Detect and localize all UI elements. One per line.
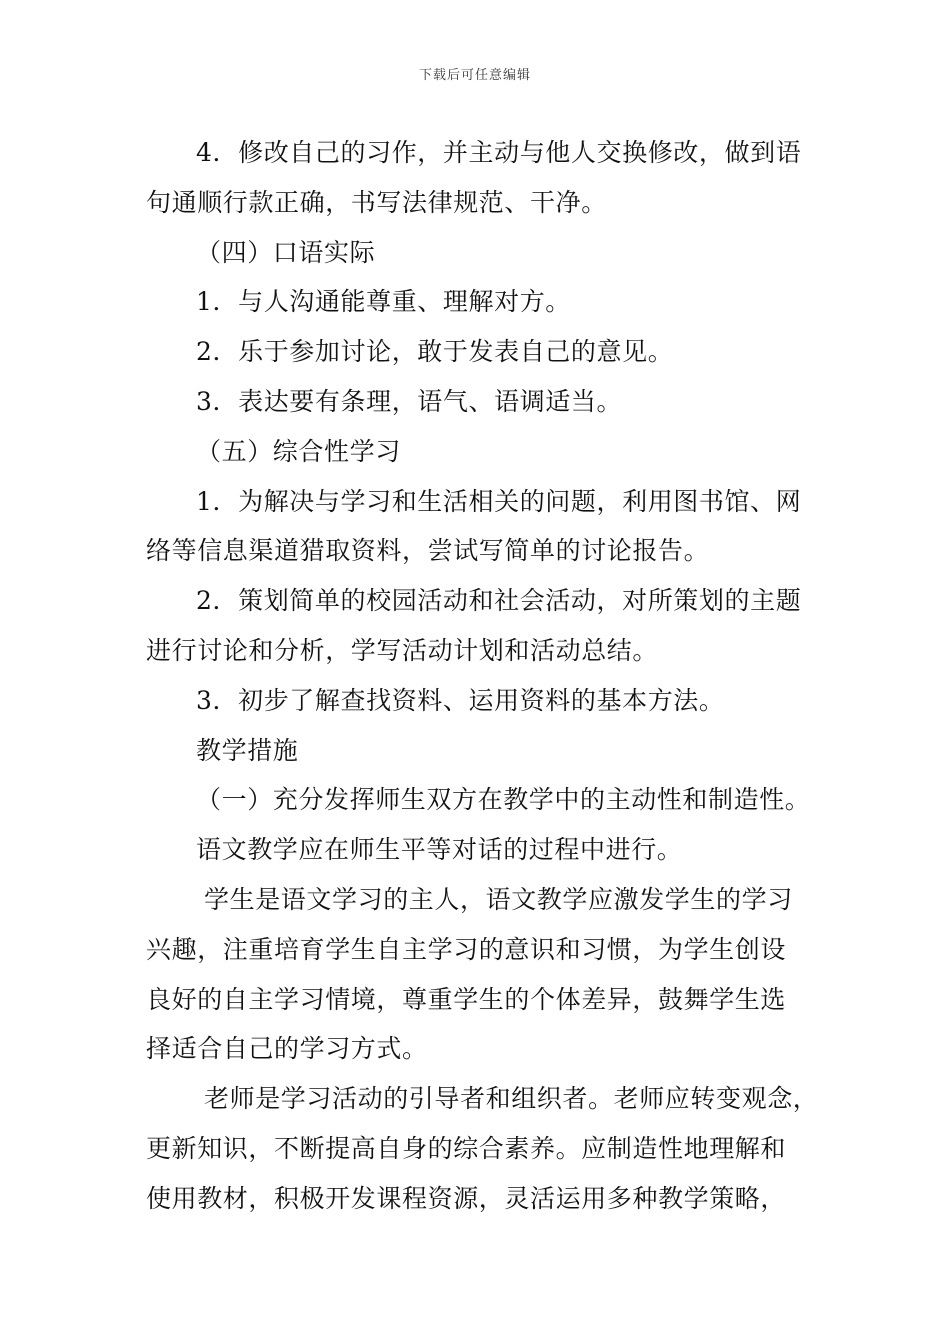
paragraph-line: 络等信息渠道猎取资料，尝试写简单的讨论报告。 xyxy=(146,536,710,566)
section-heading: 教学措施 xyxy=(196,735,299,765)
paragraph-line: 4．修改自己的习作，并主动与他人交换修改，做到语 xyxy=(196,138,802,167)
paragraph-line: 学生是语文学习的主人，语文教学应激发学生的学习 xyxy=(204,884,793,914)
paragraph-line: 语文教学应在师生平等对话的过程中进行。 xyxy=(196,835,683,865)
paragraph-line: 老师是学习活动的引导者和组织者。老师应转变观念， xyxy=(204,1084,819,1114)
paragraph-line: 3．表达要有条理，语气、语调适当。 xyxy=(196,386,623,416)
header-note: 下载后可任意编辑 xyxy=(418,68,531,83)
section-heading: （五）综合性学习 xyxy=(196,436,401,466)
paragraph-line: 更新知识，不断提高自身的综合素养。应制造性地理解和 xyxy=(146,1133,787,1163)
document-body xyxy=(146,128,819,1224)
paragraph-line: 1．为解决与学习和生活相关的问题，利用图书馆、网 xyxy=(196,486,802,516)
paragraph-line: 2．乐于参加讨论，敢于发表自己的意见。 xyxy=(196,337,674,367)
paragraph-line: 择适合自己的学习方式。 xyxy=(146,1034,428,1064)
paragraph-line: 句通顺行款正确，书写法律规范、干净。 xyxy=(146,187,607,217)
paragraph-line: 1．与人沟通能尊重、理解对方。 xyxy=(196,287,571,317)
paragraph-line: 兴趣，注重培育学生自主学习的意识和习惯，为学生创设 xyxy=(146,934,787,964)
paragraph-line: 使用教材，积极开发课程资源，灵活运用多种教学策略， xyxy=(146,1183,787,1213)
paragraph-line: 进行讨论和分析，学写活动计划和活动总结。 xyxy=(146,635,659,665)
paragraph-line: 2．策划简单的校园活动和社会活动，对所策划的主题 xyxy=(196,586,802,616)
paragraph-line: 3．初步了解查找资料、运用资料的基本方法。 xyxy=(196,685,725,715)
section-heading: （一）充分发挥师生双方在教学中的主动性和制造性。 xyxy=(196,785,811,815)
paragraph-line: 良好的自主学习情境，尊重学生的个体差异，鼓舞学生选 xyxy=(146,984,787,1014)
section-heading: （四）口语实际 xyxy=(196,237,376,267)
